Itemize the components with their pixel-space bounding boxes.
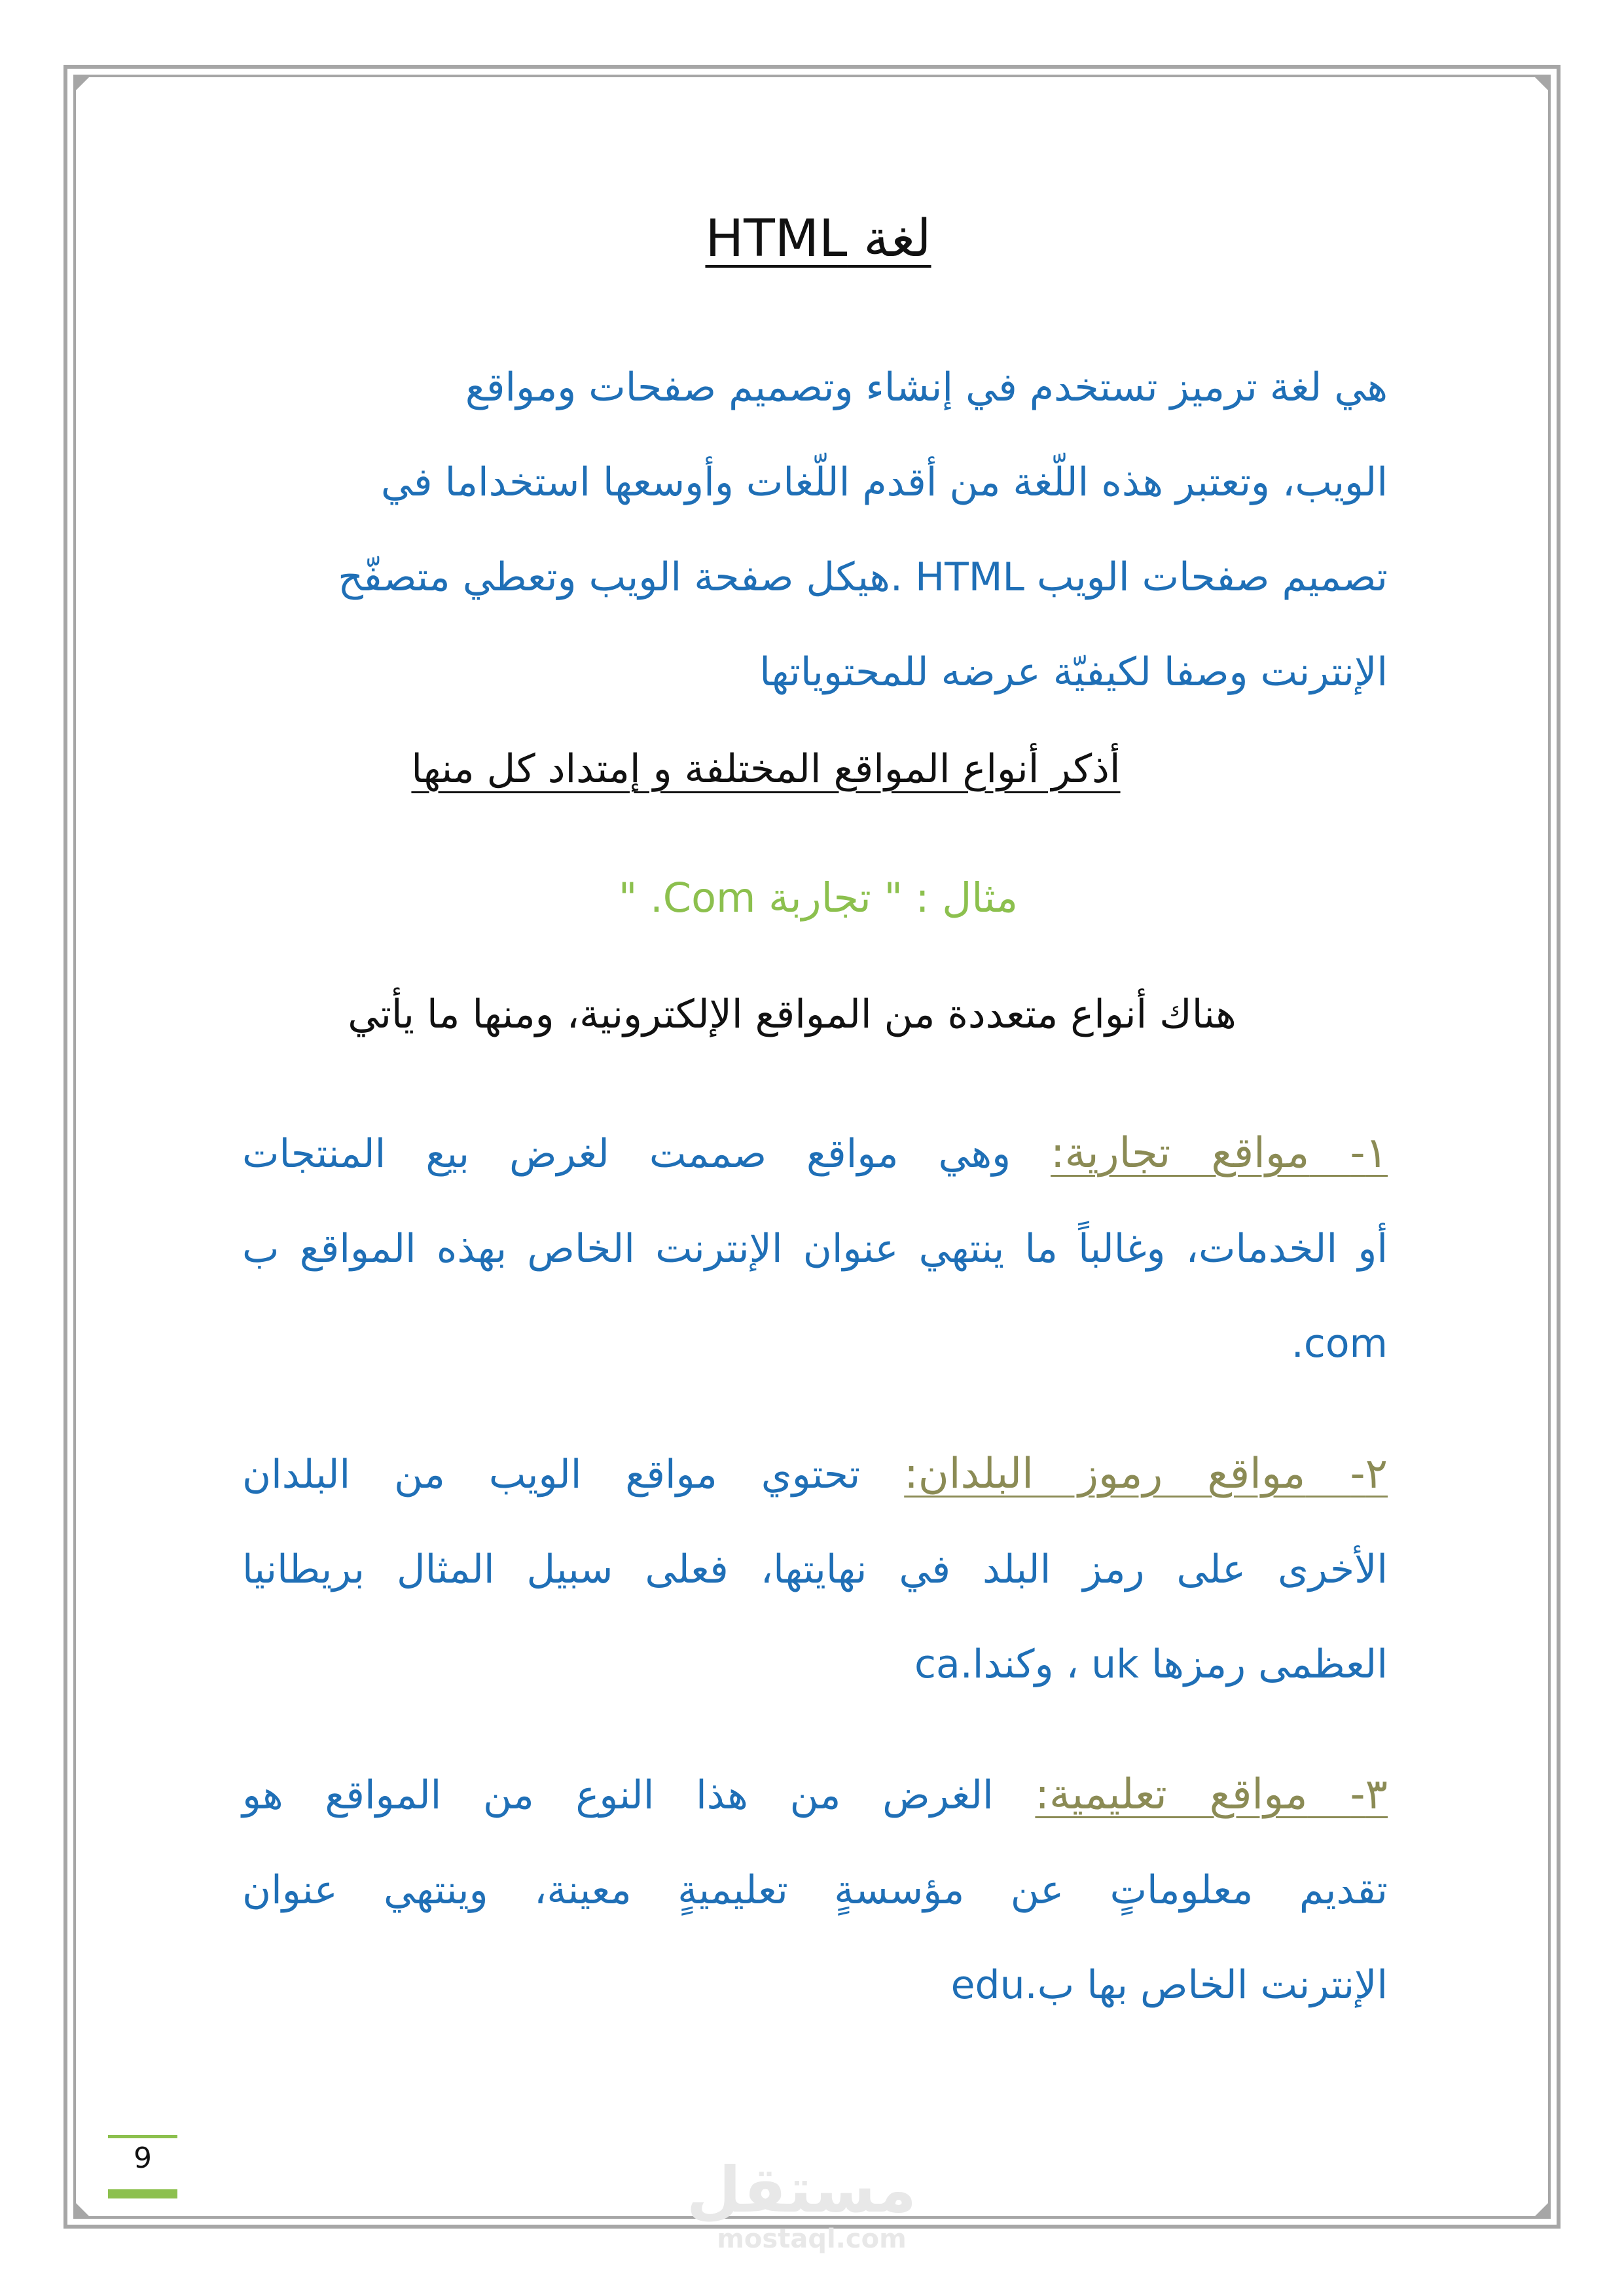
paragraph-line: الويب، وتعتبر هذه اللّغة من أقدم اللّغات وأوسعها استخداما في xyxy=(380,459,1388,505)
item-line: الإنترنت الخاص بها ب.edu xyxy=(950,1962,1388,2008)
page-number-bottom-rule xyxy=(108,2189,177,2198)
paragraph-line: هي لغة ترميز تستخدم في إنشاء وتصميم صفحات ومواقع xyxy=(465,365,1388,410)
paragraph-line: الإنترنت وصفا لكيفيّة عرضه للمحتوياتها xyxy=(759,649,1388,695)
list-item-country-codes xyxy=(242,1427,1388,1712)
item-line: تقديم معلوماتٍ عن مؤسسةٍ تعليميةٍ معينة، وينتهي عنوان xyxy=(242,1867,1388,1913)
item-first-text: الغرض من هذا النوع من المواقع هو xyxy=(242,1772,994,1818)
item-heading: ٣- مواقع تعليمية: xyxy=(1035,1770,1388,1819)
item-line: com. xyxy=(1291,1321,1388,1367)
item-heading: ١- مواقع تجارية: xyxy=(1051,1129,1388,1177)
frame-corner xyxy=(74,75,91,92)
types-intro: هناك أنواع متعددة من المواقع الإلكترونية، ومنها ما يأتي xyxy=(348,992,1236,1037)
frame-corner xyxy=(1533,75,1550,92)
paragraph-line: تصميم صفحات الويب HTML .هيكل صفحة الويب وتعطي متصفّح xyxy=(338,554,1388,600)
item-first-line xyxy=(242,1106,1388,1202)
item-first-line xyxy=(242,1748,1388,1843)
item-first-line xyxy=(242,1427,1388,1522)
item-first-text: وهي مواقع صممت لغرض بيع المنتجات xyxy=(242,1131,1011,1177)
item-line: الأخرى على رمز البلد في نهايتها، فعلى سبيل المثال بريطانيا xyxy=(242,1547,1388,1592)
item-line: العظمى رمزها uk ، وكندا.ca xyxy=(914,1641,1388,1687)
item-line: أو الخدمات، وغالباً ما ينتهي عنوان الإنترنت الخاص بهذه المواقع ب xyxy=(242,1226,1388,1272)
page-number: 9 xyxy=(134,2142,152,2175)
item-heading: ٢- مواقع رموز البلدان: xyxy=(904,1450,1388,1498)
question-heading: أذكر أنواع المواقع المختلفة و إمتداد كل منها xyxy=(411,746,1121,792)
frame-corner xyxy=(74,2201,91,2218)
item-first-text: تحتوي مواقع الويب من البلدان xyxy=(242,1452,861,1498)
page-title: لغة HTML xyxy=(705,209,931,268)
watermark-logo: مستقل xyxy=(686,2153,916,2227)
list-item-commercial xyxy=(242,1106,1388,1391)
watermark-url: mostaql.com xyxy=(717,2224,907,2254)
list-item-educational xyxy=(242,1748,1388,2033)
frame-corner xyxy=(1533,2201,1550,2218)
page-number-top-rule xyxy=(108,2135,177,2138)
intro-paragraph xyxy=(242,340,1388,720)
example-line: مثال : " تجاربة Com. " xyxy=(618,874,1019,922)
